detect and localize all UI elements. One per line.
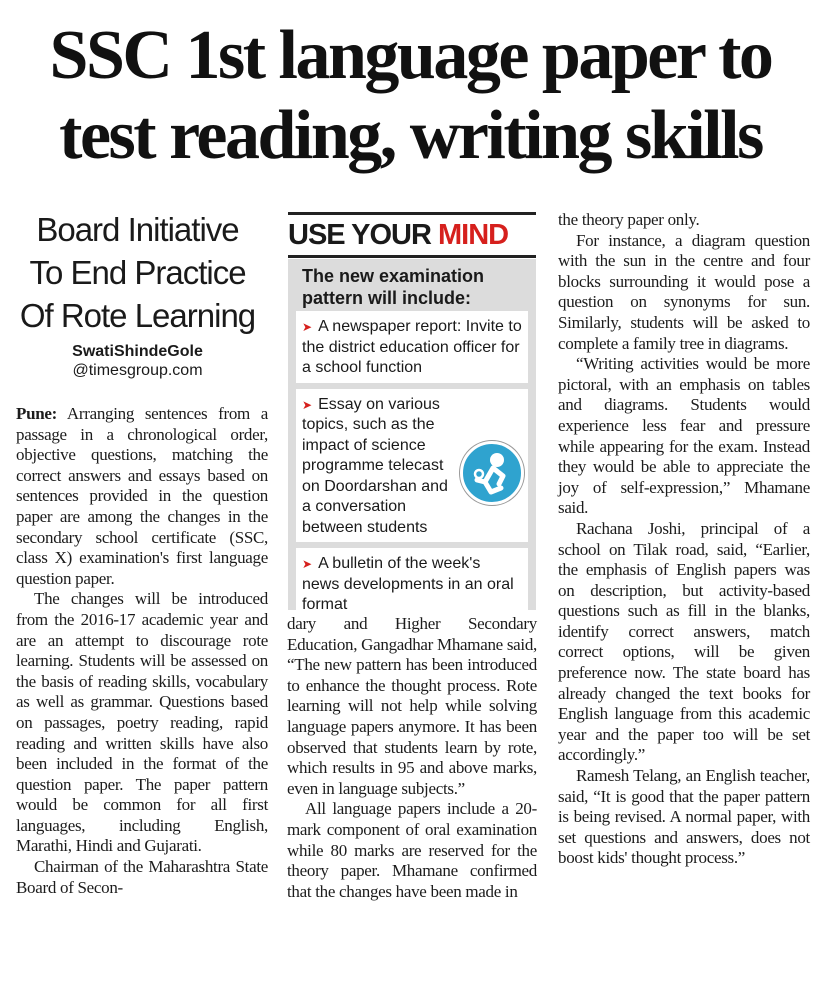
sidebar-title-part1: USE YOUR: [288, 219, 439, 251]
dateline: Pune:: [16, 404, 58, 423]
article-column-2: [287, 614, 537, 902]
headline: [0, 0, 821, 200]
arrow-icon: ➤: [302, 397, 313, 412]
paragraph: For instance, a diagram question with the sun in the centre and four blocks surrounding it would pose a question on synonyms for sun. Similarly, students will be asked to complete a family tree in diagrams.: [558, 230, 810, 353]
paragraph: dary and Higher Secondary Education, Gangadhar Mhamane said, “The new pattern has been introduced to enhance the thought process. Rote learning will not help while solving language papers anymore. It has been observed that students learn by rote, which results in 95 and above marks, even in language subjects.”: [287, 614, 537, 798]
article-column-1: [16, 404, 268, 898]
byline-handle: @timesgroup.com: [72, 362, 203, 379]
paragraph-text: Arranging sentences from a passage in a chronological order, objective questions, matching the correct answers and essays based on sentences provided in the question paper are among the changes in the secondary school certificate (SSC, class X) examination's first language question paper.: [16, 404, 269, 588]
article-column-3: [558, 210, 810, 869]
paragraph: [16, 404, 268, 589]
sidebar-bullet-text: A bulletin of the week's news developments in an oral format: [302, 555, 514, 613]
deck-line-2: To End Practice: [29, 254, 246, 291]
paragraph: Ramesh Telang, an English teacher, said, “It is good that the paper pattern is being revised. A normal paper, with set questions and answers, does not boost kids' thought process.”: [558, 766, 810, 868]
headline-line-1: SSC 1st language paper to: [49, 17, 772, 94]
arrow-icon: ➤: [302, 557, 313, 571]
sidebar-bullet-text: A newspaper report: Invite to the district education officer for a school function: [302, 318, 522, 376]
sidebar-heading: The new examination pattern will include:: [302, 266, 485, 308]
sidebar-content: [288, 259, 536, 613]
paragraph: All language papers include a 20-mark component of oral examination while 80 marks are reserved for the theory paper. Mhamane confirmed that the changes have been made in: [287, 799, 537, 901]
paragraph: Rachana Joshi, principal of a school on Tilak road, said, “Earlier, the emphasis of English papers was on description, but activity-based questions such as fill in the blanks, identify correct answers, match correct options, will be given preference now. The state board has already changed the text books for English language from this academic year and the paper too will be set accordingly.”: [558, 518, 810, 765]
person-thinking-icon: [460, 441, 524, 505]
sidebar-title-part2: MIND: [438, 219, 509, 251]
arrow-icon: ➤: [302, 320, 313, 334]
sidebar-bullet-text: Essay on various topics, such as the impact of science programme telecast on Doordarshan and a conversation between students: [302, 395, 448, 536]
paragraph: the theory paper only.: [558, 210, 700, 229]
deck-line-1: Board Initiative: [36, 211, 239, 248]
sidebar-bullet: [296, 311, 528, 383]
sidebar-bullet: [296, 389, 528, 543]
byline: [10, 342, 265, 380]
paragraph: Chairman of the Maharashtra State Board of Secon-: [16, 857, 268, 897]
sidebar-bullet: [296, 548, 528, 620]
deck-line-3: Of Rote Learning: [19, 297, 256, 334]
byline-name: SwatiShindeGole: [72, 343, 203, 360]
headline-line-2: test reading, writing skills: [59, 97, 762, 174]
paragraph: “Writing activities would be more pictoral, with an emphasis on tables and diagrams. Students would experience less fear and pressure while appearing for the exam. Instead they would be able to appreciate the joy of self-expression,” Mhamane said.: [558, 354, 810, 518]
sidebar-title: [288, 212, 536, 258]
sidebar-box: [288, 212, 536, 613]
paragraph: The changes will be introduced from the 2016-17 academic year and are an attempt to discourage rote learning. Students will be assessed on the basis of reading skills, vocabulary as well as grammar. Questions based on passages, poetry reading, rapid reading and written skills have also been included in the format of the question paper. The paper pattern would be common for all first languages, including English, Marathi, Hindi and Gujarati.: [16, 589, 268, 856]
deck: [10, 208, 265, 337]
